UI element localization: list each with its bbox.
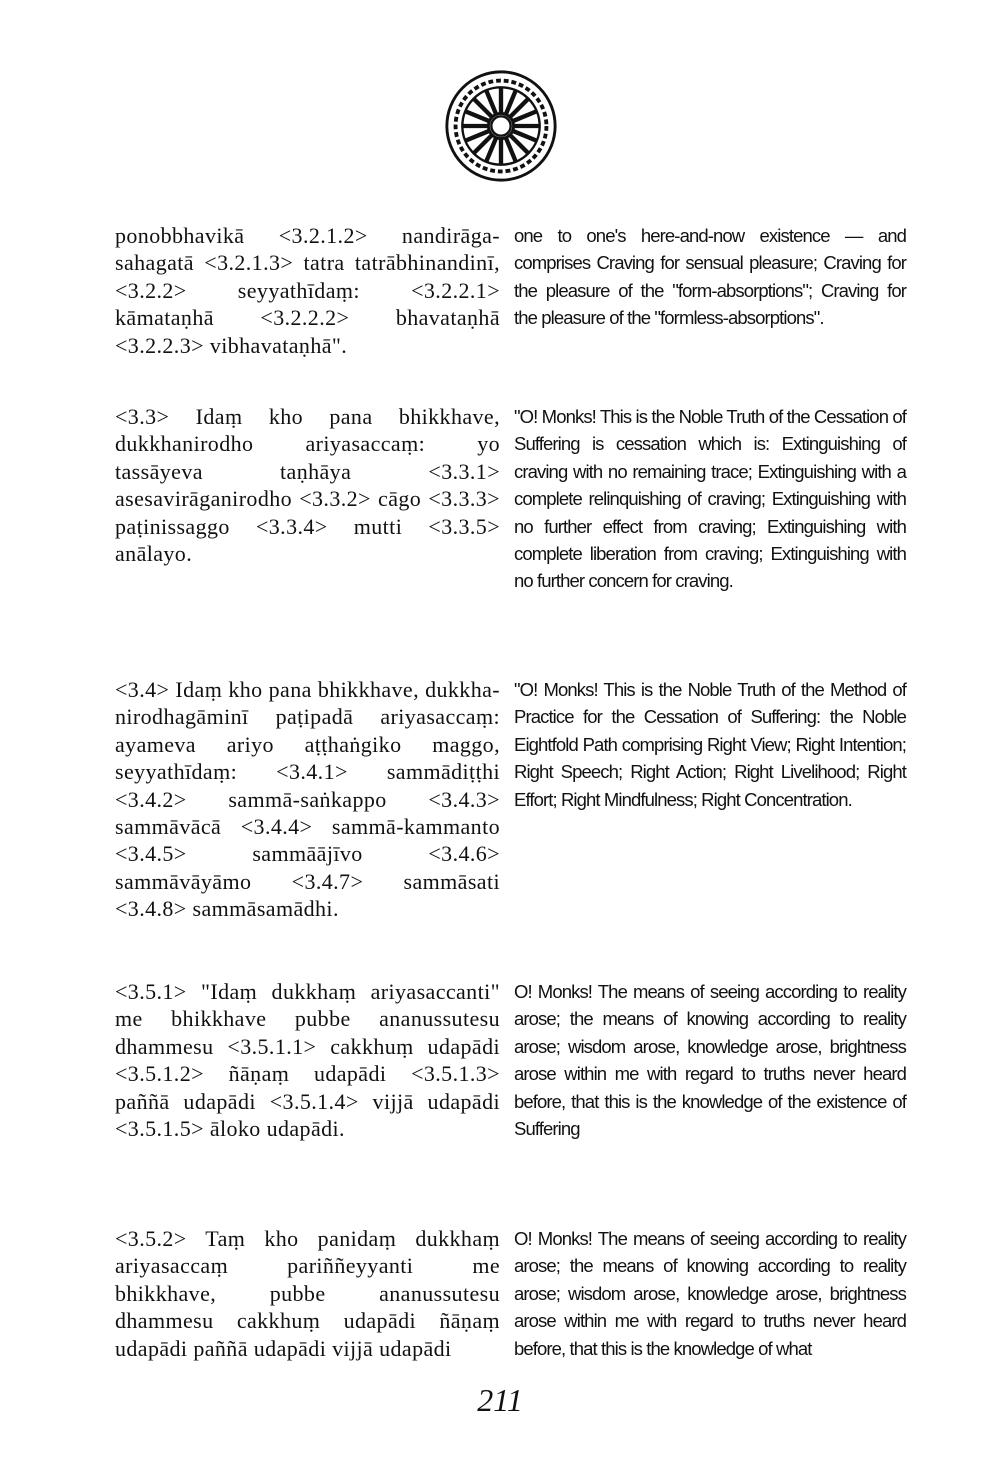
pali-paragraph-2: <3.3> Idaṃ kho pana bhikkhave, dukkhanirodho ariyasaccaṃ: yo tassāyeva taṇhāya <3.3.1> asesavirāganirodho <3.3.2> cāgo <3.3.3> paṭinissaggo <3.3.4> mutti <3.3.5> anālayo. bbox=[115, 404, 500, 567]
english-paragraph-1: one to one's here-and-now existence — and comprises Craving for sensual pleasure; Craving for the pleasure of the "form-absorptions"; Craving for the pleasure of the "formless-absorptions". bbox=[514, 225, 906, 329]
english-paragraph-2: "O! Monks! This is the Noble Truth of the Cessation of Suffering is cessation which is: Extinguishing of craving with no remaining trace; Extinguishing with a complete relinquishing of craving; Extinguishing with no further effect from craving; Extinguishing with complete liberation from craving; Extinguishing with no further concern for craving. bbox=[514, 406, 906, 592]
pali-paragraph-3: <3.4> Idaṃ kho pana bhikkhave, dukkha-nirodhagāminī paṭipadā ariyasaccaṃ: ayameva ariyo aṭṭhaṅgiko maggo, seyyathīdaṃ: <3.4.1> sammādiṭṭhi <3.4.2> sammā-saṅkappo <3.4.3> sammāvācā <3.4.4> sammā-kammanto <3.4.5> sammāājīvo <3.4.6> sammāvāyāmo <3.4.7> sammāsati <3.4.8> sammāsamādhi. bbox=[115, 677, 500, 922]
pali-paragraph-1: ponobbhavikā <3.2.1.2> nandirāga-sahagatā <3.2.1.3> tatra tatrābhinandinī, <3.2.2> seyyathīdaṃ: <3.2.2.1> kāmataṇhā <3.2.2.2> bhavataṇhā <3.2.2.3> vibhavataṇhā". bbox=[115, 223, 500, 358]
pali-paragraph-4: <3.5.1> "Idaṃ dukkhaṃ ariyasaccanti" me bhikkhave pubbe ananussutesu dhammesu <3.5.1.1> cakkhuṃ udapādi <3.5.1.2> ñāṇaṃ udapādi <3.5.1.3> paññā udapādi <3.5.1.4> vijjā udapādi <3.5.1.5> āloko udapādi. bbox=[115, 979, 500, 1142]
pali-paragraph-5: <3.5.2> Taṃ kho panidaṃ dukkhaṃ ariyasaccaṃ pariññeyyanti me bhikkhave, pubbe ananussutesu dhammesu cakkhuṃ udapādi ñāṇaṃ udapādi paññā udapādi vijjā udapādi bbox=[115, 1226, 500, 1361]
page-number: 211 bbox=[477, 1382, 523, 1418]
english-paragraph-4: O! Monks! The means of seeing according to reality arose; the means of knowing according to reality arose; wisdom arose, knowledge arose, brightness arose within me with regard to truths never heard before, that this is the knowledge of the existence of Suffering bbox=[514, 981, 906, 1140]
english-paragraph-5: O! Monks! The means of seeing according to reality arose; the means of knowing according to reality arose; wisdom arose, knowledge arose, brightness arose within me with regard to truths never heard before, that this is the knowledge of what bbox=[514, 1228, 906, 1359]
dharma-wheel-icon bbox=[443, 68, 559, 184]
english-paragraph-3: "O! Monks! This is the Noble Truth of the Method of Practice for the Cessation of Suffering: the Noble Eightfold Path comprising Right View; Right Intention; Right Speech; Right Action; Right Livelihood; Right Effort; Right Mindfulness; Right Concentration. bbox=[514, 679, 906, 810]
